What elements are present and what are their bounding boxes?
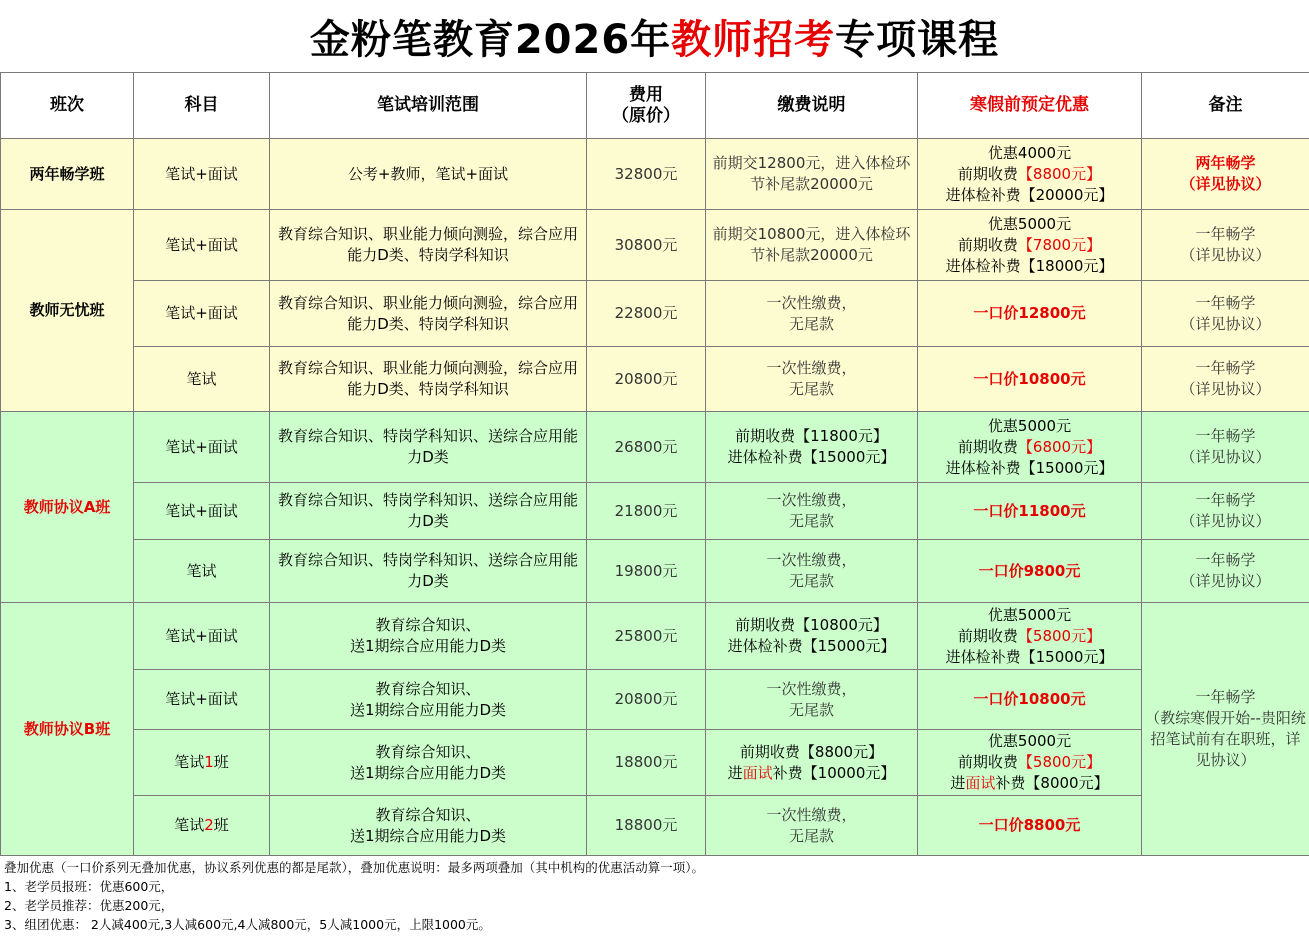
header-subject: 科目 (134, 73, 270, 139)
title-part-3: 专项课程 (835, 16, 1000, 63)
scope-cell: 公考+教师，笔试+面试 (270, 139, 587, 210)
fee-cell: 26800元 (587, 412, 706, 483)
promo-cell: 优惠5000元 前期收费【5800元】 进体检补费【15000元】 (918, 603, 1142, 670)
payment-cell: 前期收费【8800元】 进面试补费【10000元】 (706, 730, 918, 796)
table-row (1, 347, 1309, 412)
subject-cell: 笔试+面试 (134, 281, 270, 347)
payment-cell: 一次性缴费， 无尾款 (706, 670, 918, 730)
header-fee: 费用 （原价） (587, 73, 706, 139)
fee-cell: 19800元 (587, 540, 706, 603)
fee-cell: 21800元 (587, 483, 706, 540)
fee-cell: 25800元 (587, 603, 706, 670)
scope-cell: 教育综合知识、 送1期综合应用能力D类 (270, 796, 587, 856)
page-title (0, 0, 1309, 72)
scope-cell: 教育综合知识、职业能力倾向测验，综合应用能力D类、特岗学科知识 (270, 347, 587, 412)
table-row (1, 730, 1309, 796)
table-row (1, 281, 1309, 347)
promo-cell: 优惠5000元 前期收费【6800元】 进体检补费【15000元】 (918, 412, 1142, 483)
class-cell: 教师无忧班 (1, 210, 134, 412)
scope-cell: 教育综合知识、 送1期综合应用能力D类 (270, 603, 587, 670)
remark-cell: 一年畅学 （详见协议） (1142, 412, 1309, 483)
fee-cell: 20800元 (587, 347, 706, 412)
promo-cell: 一口价12800元 (918, 281, 1142, 347)
table-row (1, 483, 1309, 540)
subject-cell: 笔试1班 (134, 730, 270, 796)
header-row (1, 73, 1309, 139)
table-row (1, 210, 1309, 281)
header-class: 班次 (1, 73, 134, 139)
fee-cell: 20800元 (587, 670, 706, 730)
promo-cell: 一口价10800元 (918, 347, 1142, 412)
subject-cell: 笔试+面试 (134, 210, 270, 281)
remark-cell: 一年畅学 （详见协议） (1142, 540, 1309, 603)
subject-cell: 笔试+面试 (134, 670, 270, 730)
subject-cell: 笔试+面试 (134, 603, 270, 670)
promo-cell: 一口价11800元 (918, 483, 1142, 540)
header-remark: 备注 (1142, 73, 1309, 139)
remark-cell: 一年畅学 （教综寒假开始--贵阳统招笔试前有在职班，详见协议） (1142, 603, 1309, 856)
header-promo: 寒假前预定优惠 (918, 73, 1142, 139)
notes-line: 3、组团优惠： 2人减400元,3人减600元,4人减800元，5人减1000元，上限1000元。 (4, 917, 491, 932)
table-row (1, 796, 1309, 856)
table-row (1, 139, 1309, 210)
subject-cell: 笔试2班 (134, 796, 270, 856)
promo-cell: 一口价8800元 (918, 796, 1142, 856)
table-row (1, 670, 1309, 730)
notes-line: 叠加优惠（一口价系列无叠加优惠，协议系列优惠的都是尾款），叠加优惠说明：最多两项叠加（其中机构的优惠活动算一项）。 (4, 860, 705, 875)
scope-cell: 教育综合知识、 送1期综合应用能力D类 (270, 730, 587, 796)
payment-cell: 一次性缴费， 无尾款 (706, 796, 918, 856)
subject-cell: 笔试+面试 (134, 483, 270, 540)
title-part-1: 金粉笔教育2026年 (309, 16, 672, 63)
discount-notes (4, 858, 1304, 934)
scope-cell: 教育综合知识、特岗学科知识、送综合应用能力D类 (270, 483, 587, 540)
subject-cell: 笔试+面试 (134, 139, 270, 210)
class-cell: 教师协议B班 (1, 603, 134, 856)
fee-cell: 18800元 (587, 796, 706, 856)
header-scope: 笔试培训范围 (270, 73, 587, 139)
promo-cell: 优惠5000元 前期收费【5800元】 进面试补费【8000元】 (918, 730, 1142, 796)
payment-cell: 前期交10800元，进入体检环节补尾款20000元 (706, 210, 918, 281)
table-row (1, 540, 1309, 603)
scope-cell: 教育综合知识、特岗学科知识、送综合应用能力D类 (270, 412, 587, 483)
course-table (0, 72, 1309, 856)
scope-cell: 教育综合知识、 送1期综合应用能力D类 (270, 670, 587, 730)
table-row (1, 603, 1309, 670)
notes-line: 2、老学员推荐：优惠200元， (4, 898, 174, 913)
title-part-2: 教师招考 (671, 16, 836, 63)
class-cell: 两年畅学班 (1, 139, 134, 210)
payment-cell: 一次性缴费， 无尾款 (706, 483, 918, 540)
promo-cell: 一口价10800元 (918, 670, 1142, 730)
promo-cell: 一口价9800元 (918, 540, 1142, 603)
payment-cell: 一次性缴费， 无尾款 (706, 347, 918, 412)
fee-cell: 32800元 (587, 139, 706, 210)
scope-cell: 教育综合知识、特岗学科知识、送综合应用能力D类 (270, 540, 587, 603)
remark-cell: 两年畅学 （详见协议） (1142, 139, 1309, 210)
scope-cell: 教育综合知识、职业能力倾向测验，综合应用能力D类、特岗学科知识 (270, 281, 587, 347)
subject-cell: 笔试 (134, 347, 270, 412)
promo-cell: 优惠5000元 前期收费【7800元】 进体检补费【18000元】 (918, 210, 1142, 281)
table-row (1, 412, 1309, 483)
header-payment: 缴费说明 (706, 73, 918, 139)
remark-cell: 一年畅学 （详见协议） (1142, 347, 1309, 412)
notes-line: 1、老学员报班：优惠600元， (4, 879, 174, 894)
remark-cell: 一年畅学 （详见协议） (1142, 281, 1309, 347)
fee-cell: 30800元 (587, 210, 706, 281)
payment-cell: 一次性缴费， 无尾款 (706, 281, 918, 347)
subject-cell: 笔试+面试 (134, 412, 270, 483)
payment-cell: 一次性缴费， 无尾款 (706, 540, 918, 603)
promo-cell: 优惠4000元 前期收费【8800元】 进体检补费【20000元】 (918, 139, 1142, 210)
class-cell: 教师协议A班 (1, 412, 134, 603)
remark-cell: 一年畅学 （详见协议） (1142, 210, 1309, 281)
remark-cell: 一年畅学 （详见协议） (1142, 483, 1309, 540)
scope-cell: 教育综合知识、职业能力倾向测验，综合应用能力D类、特岗学科知识 (270, 210, 587, 281)
payment-cell: 前期收费【10800元】 进体检补费【15000元】 (706, 603, 918, 670)
payment-cell: 前期收费【11800元】 进体检补费【15000元】 (706, 412, 918, 483)
fee-cell: 18800元 (587, 730, 706, 796)
fee-cell: 22800元 (587, 281, 706, 347)
payment-cell: 前期交12800元，进入体检环节补尾款20000元 (706, 139, 918, 210)
subject-cell: 笔试 (134, 540, 270, 603)
